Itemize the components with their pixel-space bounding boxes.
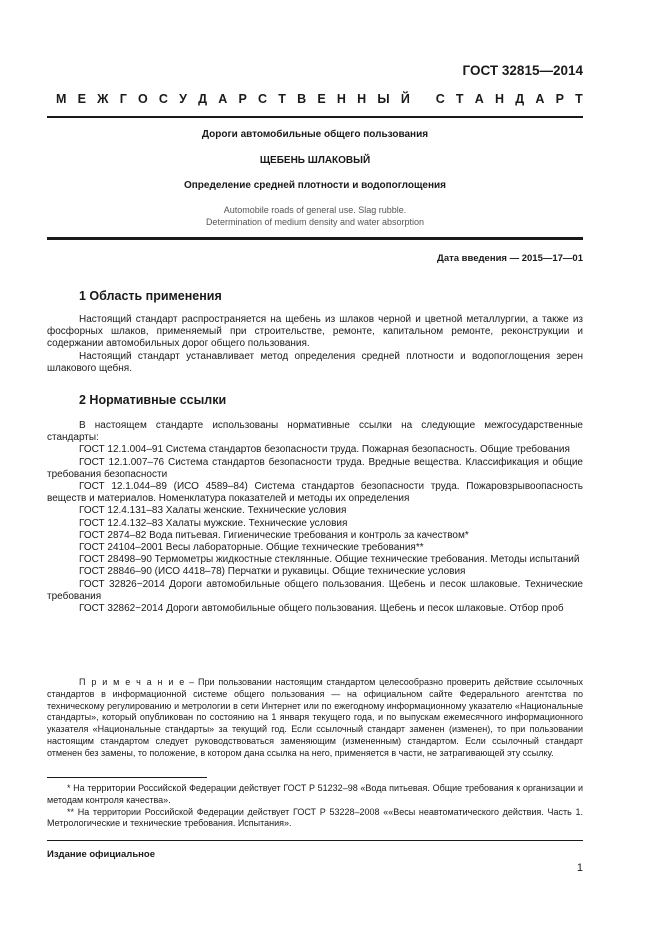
footnote: * На территории Российской Федерации действует ГОСТ Р 51232–98 «Вода питьевая. Общие требования к организации и методам контроля качества». [47,783,583,805]
note-label: П р и м е ч а н и е [79,677,186,687]
standard-type-letter: Н [495,92,505,106]
standard-type-letter: А [218,92,228,106]
reference-item: ГОСТ 2874–82 Вода питьевая. Гигиенические требования и контроль за качеством* [79,529,469,541]
footnote-separator [47,777,207,778]
title-description: Определение средней плотности и водопоглощения [183,180,447,191]
standard-type-letter: А [535,92,545,106]
note-text: – При пользовании настоящим стандартом целесообразно проверить действие ссылочных стандартов в информационной системе общего пользования — на официальном сайте Федерального агентства по техническому регулированию и метрологии в сети Интернет или по ежегодному информационному указателю «Национальные стандарты», который опубликован по состоянию на 1 января текущего года, и по выпускам ежемесячного информационного указателя «Национальные стандарты» за текущий год. Если ссылочный стандарт заменен (изменен), то при пользовании настоящим стандартом следует руководствоваться заменяющим (измененным) стандартом. Если ссылочный стандарт отменен без замены, то положение, в котором дана ссылка на него, применяется в части, не затрагивающей эту ссылку. [47,677,583,758]
standard-type-letter: С [158,92,168,106]
reference-item: ГОСТ 12.4.132–83 Халаты мужские. Технические условия [79,517,348,529]
page-number: 1 [576,862,583,874]
reference-item: ГОСТ 28498–90 Термометры жидкостные стеклянные. Общие технические требования. Методы испытаний [79,554,580,566]
standard-type-letter: Т [278,92,286,106]
section2-body [47,420,583,615]
standard-type-letter: Р [238,92,247,106]
standard-type-letter: Ж [97,92,109,106]
header-rule [47,116,583,118]
note-block [47,677,583,760]
title-english-line2: Determination of medium density and water absorption [205,216,425,227]
standard-type-letter: Т [455,92,464,106]
footer-rule [47,840,583,841]
standard-type-letter: С [435,92,445,106]
reference-item: ГОСТ 12.1.004–91 Система стандартов безопасности труда. Пожарная безопасность. Общие требования [79,444,570,456]
standard-type-letter: У [179,92,187,106]
standard-type-heading [56,92,583,106]
intro-date: Дата введения — 2015—17—01 [437,253,583,264]
edition-label: Издание официальное [47,849,155,860]
standard-type-letter: Н [336,92,346,106]
title-english [47,205,583,228]
standard-type-letter: Й [400,92,410,106]
standard-type-letter: Е [317,92,326,106]
reference-item: ГОСТ 12.1.007–76 Система стандартов безопасности труда. Вредные вещества. Классификация и общие требования безопасности [47,456,583,480]
reference-item: ГОСТ 32826−2014 Дороги автомобильные общего пользования. Щебень и песок шлаковые. Технические требования [47,578,583,602]
standard-type-letter: Д [515,92,525,106]
footnotes [47,783,583,830]
standard-type-letter: О [137,92,148,106]
standard-type-letter: Д [198,92,208,106]
standard-type-letter: В [297,92,307,106]
section1-paragraph: Настоящий стандарт устанавливает метод определения средней плотности и водопоглощения зерен шлакового щебня. [47,350,583,374]
reference-item: ГОСТ 32862−2014 Дороги автомобильные общего пользования. Щебень и песок шлаковые. Отбор проб [79,603,564,615]
title-sub: ЩЕБЕНЬ ШЛАКОВЫЙ [259,155,371,166]
title-english-line1: Automobile roads of general use. Slag rubble. [223,205,407,215]
section1-paragraph: Настоящий стандарт распространяется на щебень из шлаков черной и цветной металлургии, а также из фосфорных шлаков, применяемый при строительстве, ремонте, капитальном ремонте, реконструкции и содержании автомобильных дорог общего пользования. [47,314,583,350]
section1-heading: 1 Область применения [79,289,222,303]
gost-number: ГОСТ 32815—2014 [462,63,583,78]
reference-item: ГОСТ 24104–2001 Весы лабораторные. Общие технические требования** [79,542,424,554]
reference-item: ГОСТ 12.4.131–83 Халаты женские. Технические условия [79,505,347,517]
footnote: ** На территории Российской Федерации действует ГОСТ Р 53228–2008 ««Весы неавтоматического действия. Часть 1. Метрологические и технические требования. Испытания». [47,806,583,829]
standard-type-letter: Ы [377,92,390,106]
reference-item: ГОСТ 12.1.044–89 (ИСО 4589–84) Система стандартов безопасности труда. Пожаровзрывоопасность веществ и материалов. Номенклатура показателей и методы их определения [47,481,583,505]
standard-type-letter: Т [575,92,583,106]
section1-body [47,314,583,375]
standard-type-letter: А [474,92,484,106]
standard-type-letter: Е [77,92,86,106]
reference-item: ГОСТ 28846–90 (ИСО 4418–78) Перчатки и рукавицы. Общие технические условия [79,566,466,578]
standard-type-letter: Р [555,92,564,106]
standard-type-letter: М [56,92,67,106]
standard-type-letter: Н [357,92,367,106]
section2-heading: 2 Нормативные ссылки [79,393,227,407]
standard-type-letter: С [258,92,268,106]
title-main: Дороги автомобильные общего пользования [201,129,429,140]
title-rule [47,237,583,240]
standard-type-letter: Г [119,92,127,106]
standard-type-letter [421,92,424,106]
section2-paragraph: В настоящем стандарте использованы нормативные ссылки на следующие межгосударственные стандарты: [47,420,583,444]
